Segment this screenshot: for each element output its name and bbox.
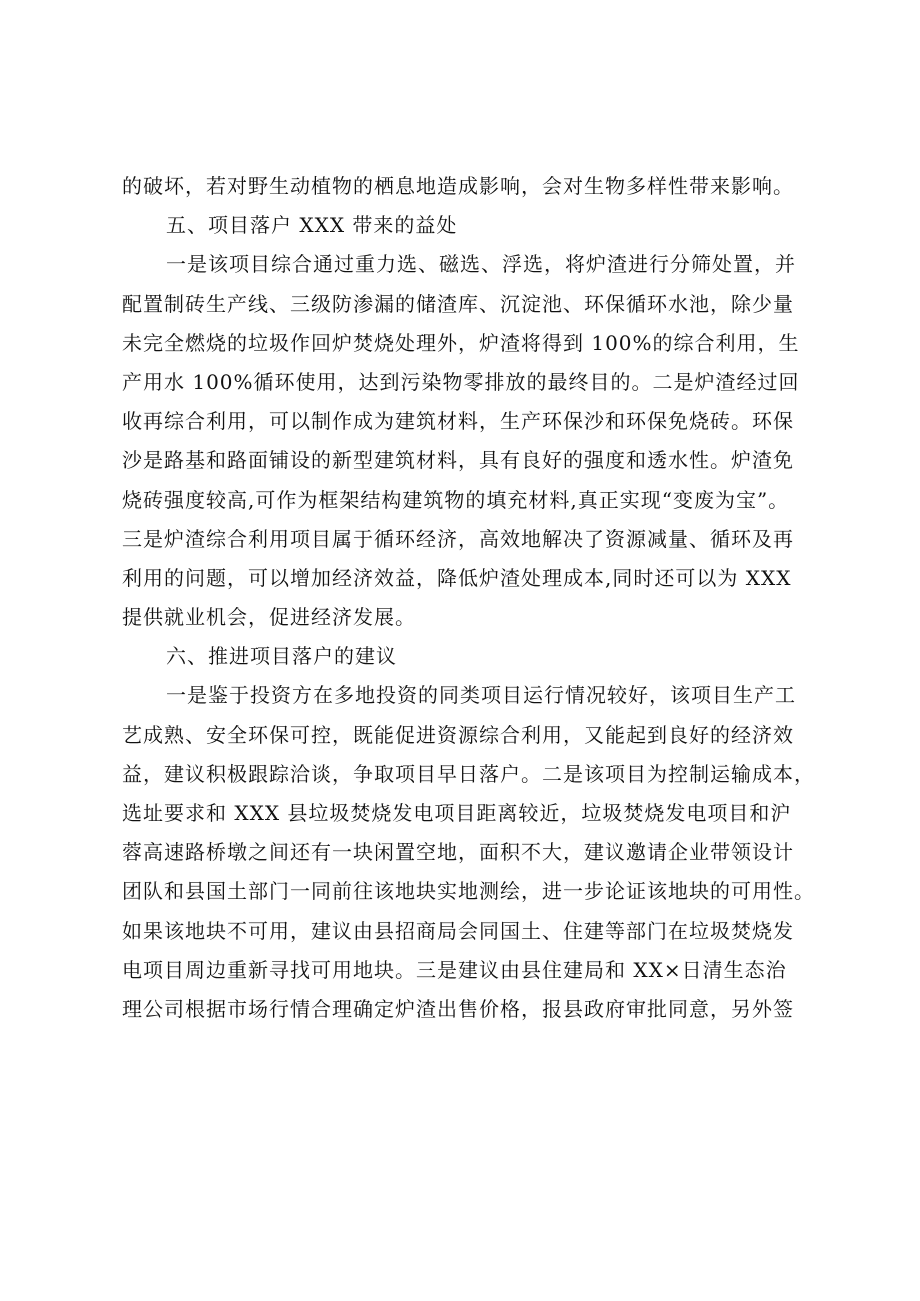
paragraph-line: 提供就业机会，促进经济发展。 — [122, 605, 416, 630]
paragraph-line: 如果该地块不可用，建议由县招商局会同国土、住建等部门在垃圾焚烧发 — [122, 918, 794, 943]
paragraph-line: 益，建议积极跟踪洽谈，争取项目早日落户。二是该项目为控制运输成本， — [122, 761, 815, 786]
section-5-paragraph — [122, 245, 822, 637]
lead-paragraph — [122, 167, 822, 206]
paragraph-line: 未完全燃烧的垃圾作回炉焚烧处理外，炉渣将得到 100%的综合利用，生 — [122, 330, 800, 355]
paragraph-line: 电项目周边重新寻找可用地块。三是建议由县住建局和 XX×日清生态治 — [122, 957, 787, 982]
section-heading: 六、推进项目落户的建议 — [166, 644, 397, 669]
section-heading: 五、项目落户 XXX 带来的益处 — [166, 213, 458, 238]
paragraph-line: 艺成熟、安全环保可控，既能促进资源综合利用，又能起到良好的经济效 — [122, 722, 794, 747]
paragraph-line: 烧砖强度较高,可作为框架结构建筑物的填充材料,真正实现“变废为宝”。 — [122, 487, 790, 512]
section-6-heading-block — [122, 637, 822, 676]
paragraph-line: 蓉高速路桥墩之间还有一块闲置空地，面积不大，建议邀请企业带领设计 — [122, 840, 794, 865]
paragraph-line: 一是该项目综合通过重力选、磁选、浮选，将炉渣进行分筛处置，并 — [166, 252, 796, 277]
paragraph-line: 三是炉渣综合利用项目属于循环经济，高效地解决了资源减量、循环及再 — [122, 526, 794, 551]
paragraph-line: 团队和县国土部门一同前往该地块实地测绘，进一步论证该地块的可用性。 — [122, 879, 815, 904]
paragraph-line: 收再综合利用，可以制作成为建筑材料，生产环保沙和环保免烧砖。环保 — [122, 409, 794, 434]
paragraph-line: 的破坏，若对野生动植物的栖息地造成影响，会对生物多样性带来影响。 — [122, 174, 794, 198]
paragraph-line: 一是鉴于投资方在多地投资的同类项目运行情况较好，该项目生产工 — [166, 683, 796, 708]
paragraph-line: 选址要求和 XXX 县垃圾焚烧发电项目距离较近，垃圾焚烧发电项目和沪 — [122, 801, 792, 825]
paragraph-line: 利用的问题，可以增加经济效益，降低炉渣处理成本,同时还可以为 XXX — [122, 565, 792, 590]
section-5-heading-block — [122, 206, 822, 245]
section-6-paragraph — [122, 676, 822, 1029]
paragraph-line: 理公司根据市场行情合理确定炉渣出售价格，报县政府审批同意，另外签 — [122, 996, 794, 1021]
paragraph-line: 配置制砖生产线、三级防渗漏的储渣库、沉淀池、环保循环水池，除少量 — [122, 291, 794, 316]
paragraph-line: 产用水 100%循环使用，达到污染物零排放的最终目的。二是炉渣经过回 — [122, 369, 800, 394]
paragraph-line: 沙是路基和路面铺设的新型建筑材料，具有良好的强度和透水性。炉渣免 — [122, 448, 794, 473]
document-body — [122, 167, 822, 1029]
